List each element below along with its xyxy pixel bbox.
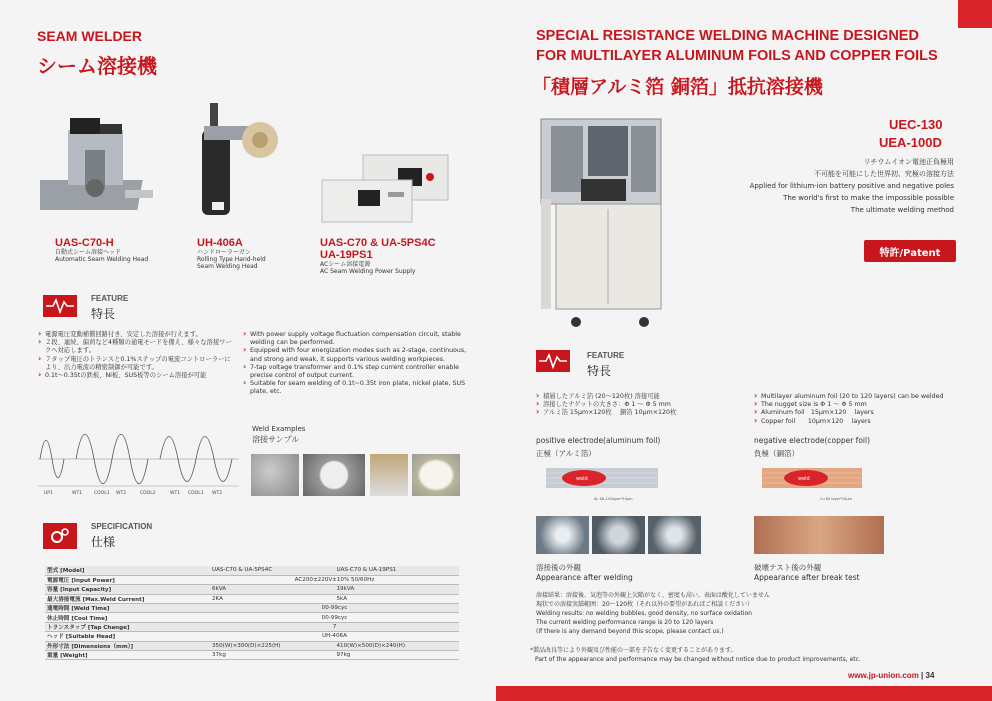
wave-label-up1: UP1 [44,491,53,496]
weld-sample-photo-2 [303,454,365,496]
model-uec-130: UEC-130 [889,117,943,132]
weld-sample-photo-3 [370,454,408,496]
page-number: 34 [925,671,935,680]
hand-roller-gun-photo [192,100,282,225]
spec-value: 5kA [335,594,460,603]
spec-value: 410(W)×500(D)×240(H) [335,641,460,650]
weld-result-photo-2 [592,516,645,554]
list-item: › 0.1t～0.35tの鉄板、Ni板、SUS板等のシーム溶接が可能 [38,372,236,380]
list-item: › 電源電圧変動補償回路付き、安定した溶接が行えます。 [38,331,236,339]
disclaimer-en: Part of the appearance and performance may be changed without notice due to product improvements, etc. [535,656,861,663]
result-line: Welding results: no welding bubbles, good density, no surface oxidation [536,610,752,617]
spec-key: ヘッド [Suitable Head] [45,632,210,641]
desc-line: Applied for lithium-ion battery positive and negative poles [749,182,954,190]
list-item: › Equipped with four energization modes such as 2-stage, continuous, and strong and weak, it supports various welding workpieces. [243,347,471,363]
copper-foil-diagram [752,460,882,510]
weld-examples-label: Weld Examples [252,425,306,433]
desc-line: The world's first to make the impossible possible [783,194,954,202]
list-item: › Copper foil 10μm×120 layers [754,418,964,426]
spec-label: SPECIFICATION [91,522,153,531]
corner-accent-bar [958,0,992,28]
spec-value: 37kg [210,651,335,660]
desc-line: The ultimate welding method [850,206,954,214]
list-item: › Suitable for seam welding of 0.1t~0.35t iron plate, nickel plate, SUS plate, etc. [243,380,471,396]
list-item: › With power supply voltage fluctuation compensation circuit, stable welding can be performed. [243,331,471,347]
list-item: › ７タップ電圧のトランスと0.1%ステップの電流コントローラーにより、出力電流の精密制御が可能です。 [38,356,236,372]
url-text[interactable]: www.jp-union.com [848,671,919,680]
result-line: The current welding performance range is 20 to 120 layers [536,619,714,626]
table-row [45,594,459,603]
spec-value: 00-99cyc [210,613,459,622]
gear-icon [43,523,77,549]
desc-line: リチウムイオン電池正負極用 [863,158,954,166]
main-title-jp: 「積層アルミ箔 銅箔」抵抗溶接機 [532,76,823,98]
product-uh-406a [197,237,307,270]
list-item: › The nugget size is Φ 1 ～ Φ 5 mm [754,401,964,409]
list-item: › 積層したアルミ箔 (20～120枚) 溶接可能 [536,393,746,401]
spec-value: 6kVA [210,585,335,594]
current-waveform-diagram [36,424,241,499]
spec-key: 型式 [Model] [45,566,210,575]
table-row [45,585,459,594]
table-row [45,566,459,575]
product-jp: ハンドローラーガン [197,249,251,256]
url-separator: | [921,671,924,680]
product-uas-c70-h [55,237,148,263]
product-jp: 自動式シーム溶接ヘッド [55,249,122,256]
table-row [45,622,459,631]
wave-label-cool2: COOL2 [140,491,156,496]
wave-label-wt2: WT2 [116,491,127,496]
spec-value: 350(W)×300(D)×225(H) [210,641,335,650]
wave-label-cool1b: COOL1 [188,491,204,496]
feature-label-jp: 特長 [91,307,116,321]
wave-label-cool1: COOL1 [94,491,110,496]
seam-welder-title-jp: シーム溶接機 [37,54,157,78]
weld-result-photo-1 [536,516,589,554]
footer-url[interactable] [848,671,934,680]
wave-label-wt2b: WT2 [212,491,223,496]
spec-col-b: UAS-C70 & UA-19PS1 [335,566,460,575]
spec-value: 00-99cyc [210,604,459,613]
spec-value: AC200±220V±10% 50/60Hz [210,575,459,584]
product-uas-c70-psu [320,237,436,275]
feature-label: FEATURE [587,351,625,360]
spec-value: 2KA [210,594,335,603]
main-title-line1: SPECIAL RESISTANCE WELDING MACHINE DESIGNED [536,28,919,44]
aluminum-foil-diagram [536,460,666,510]
feature-label: FEATURE [91,294,129,303]
product-en: AC Seam Welding Power Supply [320,268,416,275]
wave-label-wt1b: WT1 [170,491,181,496]
footer-accent-bar [496,686,992,701]
positive-electrode-label: positive electrode(aluminum foil) [536,436,661,445]
spec-key: 通電時間 [Weld Time] [45,604,210,613]
result-line: 現状での溶接実績範囲：20～120枚（それ以外の要望があればご相談ください） [536,601,754,608]
product-name: UAS-C70-H [55,237,114,249]
model-uea-100d: UEA-100D [879,135,942,150]
negative-electrode-label: negative electrode(copper foil) [754,436,871,445]
product-en: Rolling Type Hand-held Seam Welding Head [197,256,266,270]
positive-electrode-label-jp: 正極（アルミ箔） [536,449,596,458]
weld-result-photo-3 [648,516,701,554]
feature-label-jp: 特長 [587,364,612,378]
disclaimer [530,646,970,664]
spec-value: 19kVA [335,585,460,594]
seam-welder-title: SEAM WELDER [37,28,142,44]
al-layer-label: AL 48-120layer*10μm [594,497,633,501]
spec-key: 容量 [Input Capacity] [45,585,210,594]
feature-icon [43,295,77,317]
table-row [45,632,459,641]
list-item: › Multilayer aluminum foil (20 to 120 layers) can be welded [754,393,964,401]
list-item: › ２段、連続、偏荷など4種類の通電モードを備え、様々な溶接ワークへ対応します。 [38,339,236,355]
disclaimer-jp: 製品改良等により外観及び性能の一部を予告なく変更することがあります。 [533,647,737,654]
table-row [45,641,459,650]
result-line: 溶接結果：溶接後、気泡等の外観上欠陥がなく、密度も高い、表面は酸化していません [536,592,770,599]
product-name: UH-406A [197,237,243,249]
spec-key: 最大溶接電流 [Max.Weld Current] [45,594,210,603]
spec-label-jp: 仕様 [91,535,116,549]
spec-key: 外形寸法 [Dimensions（mm）] [45,641,210,650]
spec-value: 97kg [335,651,460,660]
weld-label: weld [576,476,588,482]
welding-results-text [536,591,956,636]
result-line: (If there is any demand beyond this scope, please contact us.) [536,628,724,635]
weld-examples-label-jp: 溶接サンプル [252,435,300,444]
spec-table [45,566,459,660]
break-test-label-jp: 破壊テスト後の外観 [754,563,822,572]
list-item: › 7-tap voltage transformer and 0.1% step current controller enable precise control of output current. [243,364,471,380]
negative-electrode-label-jp: 負極（銅箔） [754,449,799,458]
asterisk-icon: * [530,647,533,654]
list-item: › アルミ箔 15μm×120枚 銅箔 10μm×120枚 [536,409,746,417]
spec-key: 休止時間 [Cool Time] [45,613,210,622]
weld-sample-photo-4 [412,454,460,496]
feature-list-jp [536,393,746,418]
spec-key: 重量 [Weight] [45,651,210,660]
patent-badge: 特許/Patent [864,240,956,262]
wave-label-wt1: WT1 [72,491,83,496]
cu-layer-label: Cu 80 layer*10μm [820,497,852,501]
product-name-2: UA-19PS1 [320,249,373,261]
desc-line: 不可能を可能にした世界初、究極の溶接方法 [814,170,954,178]
product-jp: ACシーム溶接電源 [320,261,371,268]
welding-machine-photo [536,114,666,334]
weld-label: weld [798,476,810,482]
weld-sample-photo-1 [251,454,299,496]
list-item: › Aluminum foil 15μm×120 layers [754,409,964,417]
feature-icon [536,350,570,372]
spec-value: 7 [210,622,459,631]
feature-list-en [243,331,471,397]
main-title-line2: FOR MULTILAYER ALUMINUM FOILS AND COPPER FOILS [536,48,938,64]
appearance-label: Appearance after welding [536,573,633,582]
list-item: › 溶接したナゲットの大きさ：Φ 1 ～ Φ 5 mm [536,401,746,409]
product-en: Automatic Seam Welding Head [55,256,149,263]
table-row [45,575,459,584]
feature-list-jp [38,331,236,380]
break-test-photo [754,516,884,554]
spec-key: トランスタップ [Tap Change] [45,622,210,631]
table-row [45,613,459,622]
spec-col-a: UAS-C70 & UA-5PS4C [210,566,335,575]
product-description [750,156,954,216]
product-name: UAS-C70 & UA-5PS4C [320,237,436,249]
seam-welding-head-photo [40,110,160,225]
power-supply-photo [318,150,458,230]
right-page [496,0,992,701]
spec-key: 電源電圧 [Input Power] [45,575,210,584]
appearance-label-jp: 溶接後の外観 [536,563,581,572]
feature-list-en [754,393,964,426]
spec-value: UH-406A [210,632,459,641]
break-test-label: Appearance after break test [754,573,860,582]
table-row [45,604,459,613]
table-row [45,651,459,660]
